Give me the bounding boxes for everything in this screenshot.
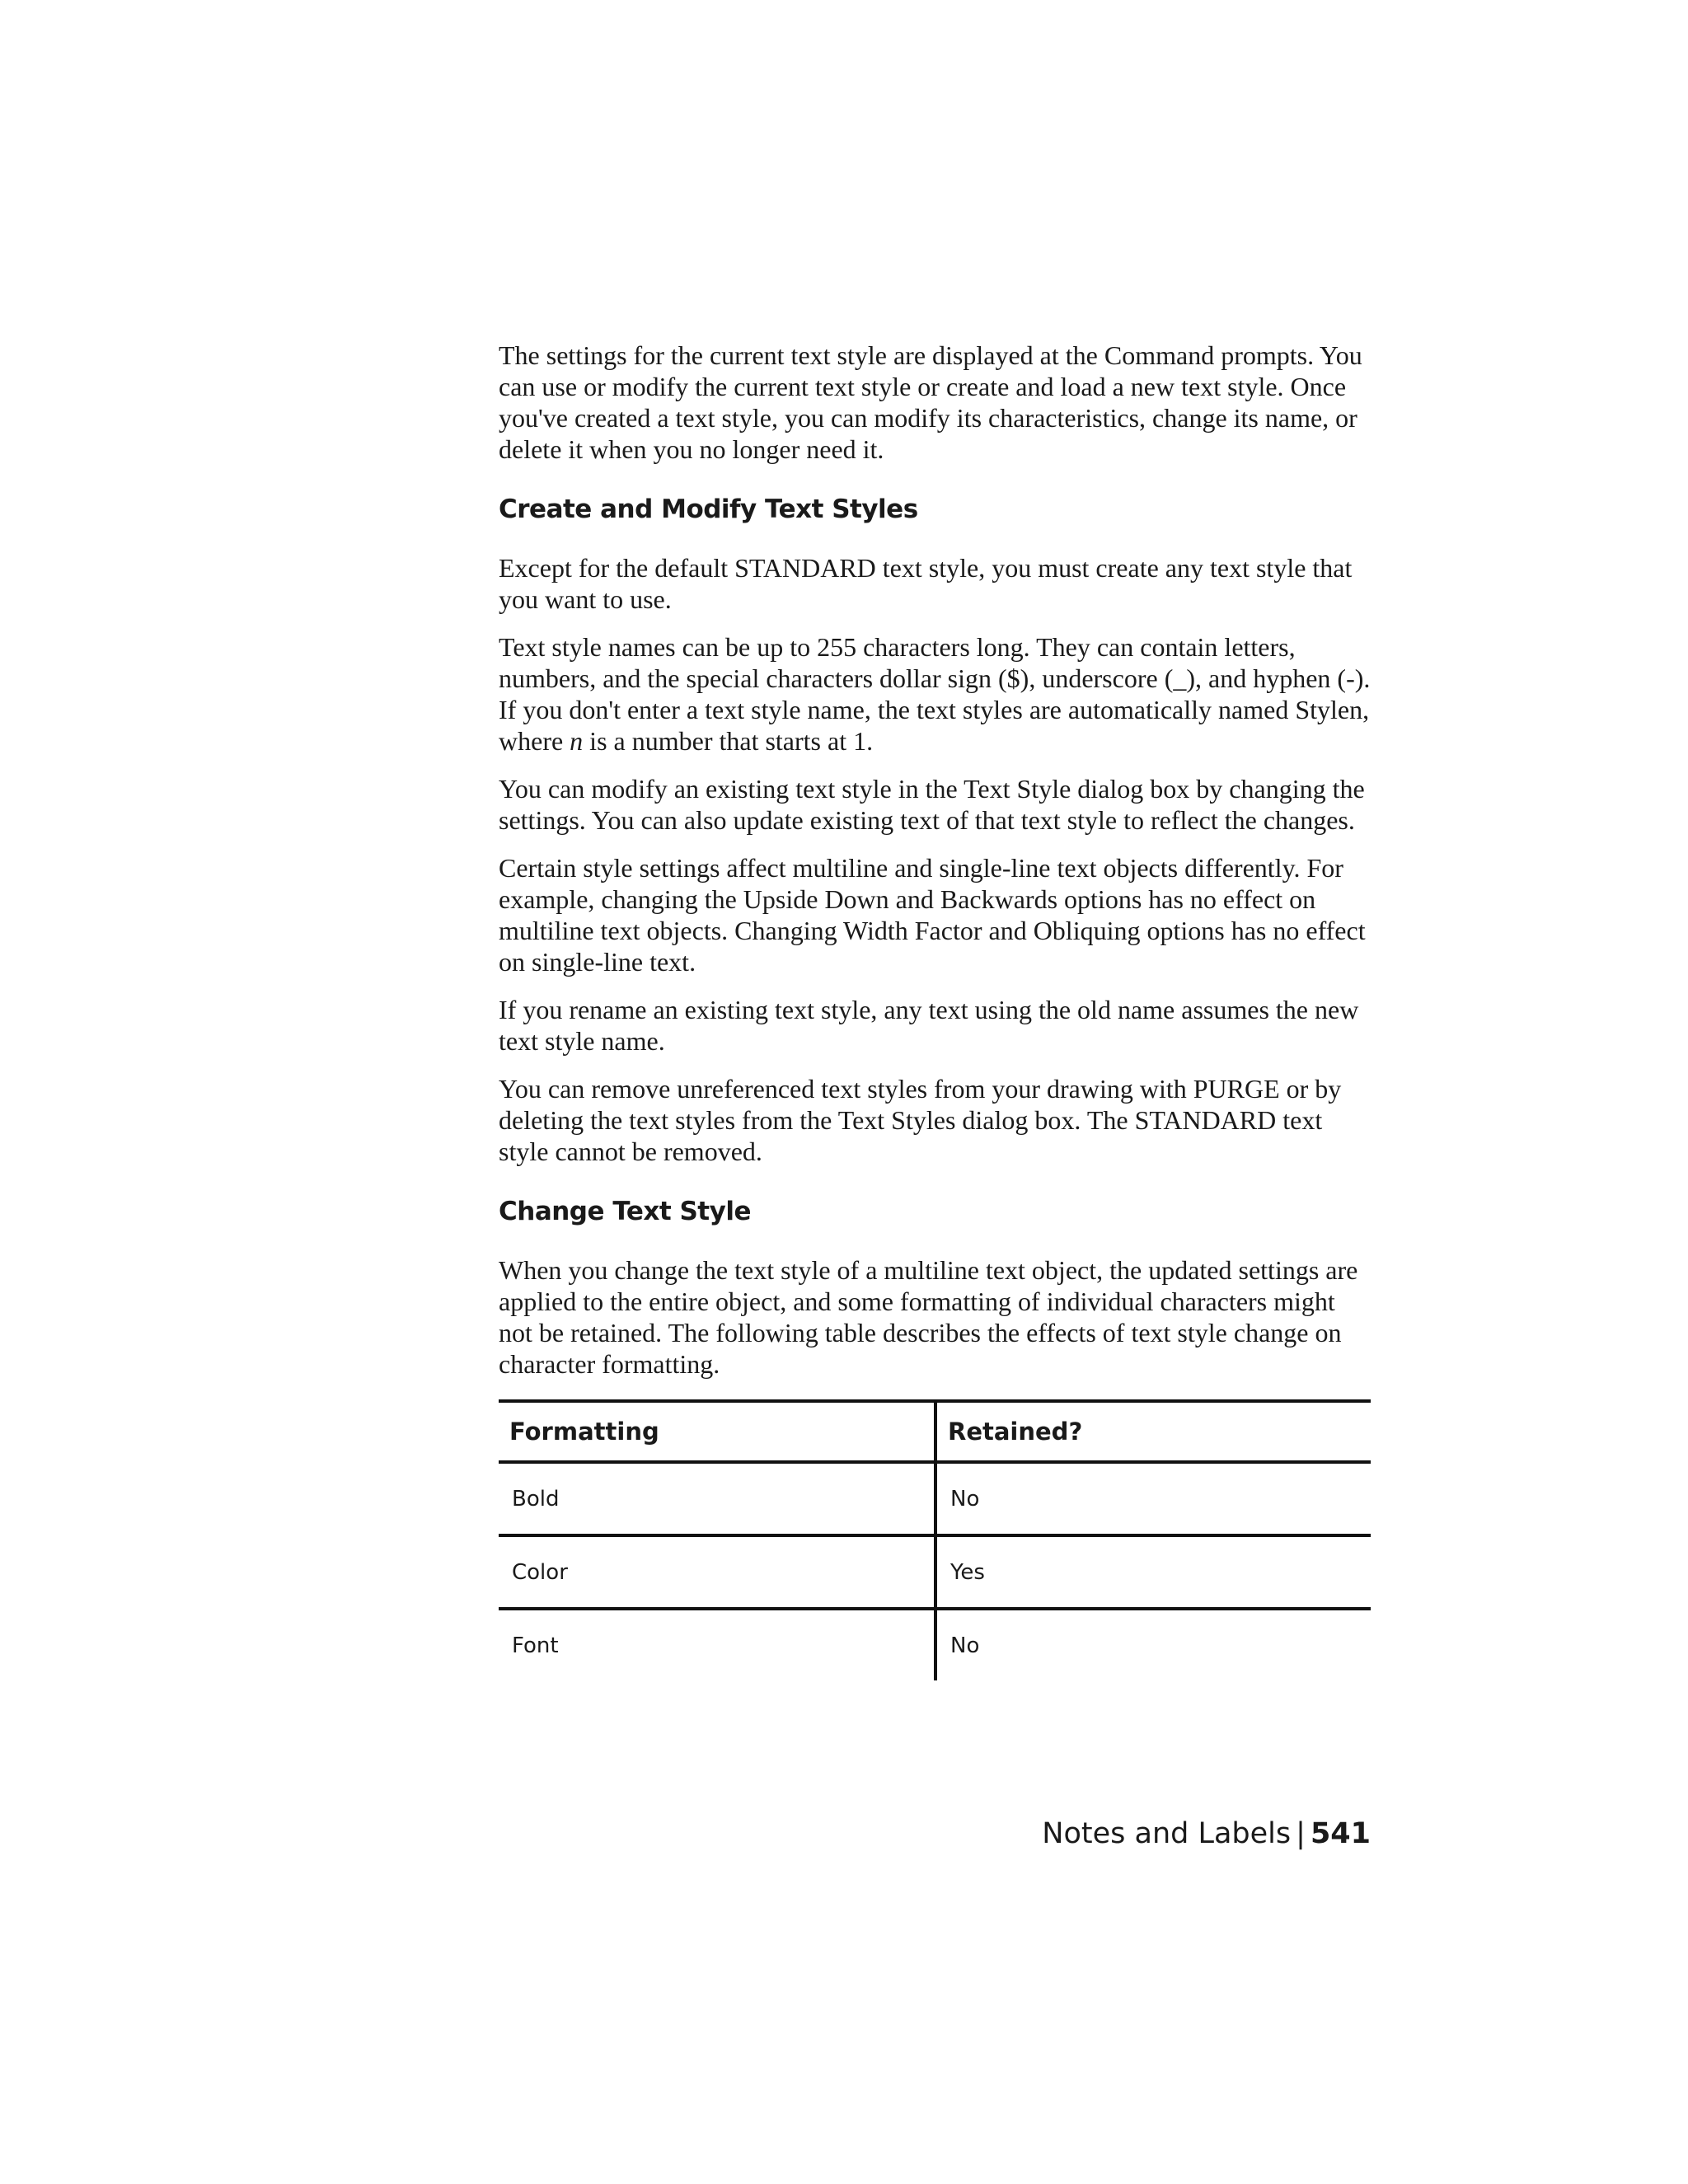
paragraph: When you change the text style of a multiline text object, the updated settings are applied to the entire object, and some formatting of individual characters might not be retained. The following table describes the effects of text style change on character formatting. bbox=[499, 1255, 1358, 1379]
paragraph: You can remove unreferenced text styles from your drawing with PURGE or by deleting the text styles from the Text Styles dialog box. The STANDARD text style cannot be removed. bbox=[499, 1074, 1342, 1166]
table-cell: Color bbox=[499, 1535, 935, 1609]
table-cell: Yes bbox=[935, 1535, 1371, 1609]
paragraph: You can modify an existing text style in the Text Style dialog box by changing the settings. You can also update existing text of that text style to reflect the changes. bbox=[499, 774, 1365, 835]
page-footer bbox=[1042, 1817, 1371, 1850]
paragraph bbox=[499, 631, 1372, 757]
page-body bbox=[499, 340, 1372, 1680]
page-number: 541 bbox=[1310, 1817, 1371, 1850]
footer-separator: | bbox=[1296, 1817, 1306, 1850]
formatting-table bbox=[499, 1399, 1371, 1680]
table-cell: No bbox=[950, 1633, 980, 1658]
table-row bbox=[499, 1609, 1371, 1680]
italic-variable: n bbox=[570, 726, 584, 756]
paragraph: Certain style settings affect multiline and single-line text objects differently. For example, changing the Upside Down and Backwards options has no effect on multiline text objects. Changing Width Factor and Obliquing options has no effect on single-line text. bbox=[499, 853, 1366, 977]
section-heading-change-text-style: Change Text Style bbox=[499, 1197, 751, 1226]
table-row bbox=[499, 1462, 1371, 1535]
table-cell: Font bbox=[499, 1609, 935, 1680]
paragraph: Except for the default STANDARD text style, you must create any text style that you want to use. bbox=[499, 553, 1353, 614]
column-header-retained: Retained? bbox=[935, 1401, 1371, 1462]
table-cell: No bbox=[935, 1462, 1371, 1535]
paragraph: If you rename an existing text style, any text using the old name assumes the new text style name. bbox=[499, 995, 1359, 1056]
paragraph-text: is a number that starts at 1. bbox=[583, 726, 874, 756]
column-header-formatting: Formatting bbox=[499, 1401, 935, 1462]
paragraph-text: Text style names can be up to 255 characters long. They can contain letters, numbers, and the special characters dollar sign ($), underscore (_), and hyphen (-). If you don't enter a text style name, the text styles are automatically named Stylen, where bbox=[499, 632, 1371, 756]
table-cell: Bold bbox=[499, 1462, 935, 1535]
section-heading-create-modify: Create and Modify Text Styles bbox=[499, 494, 918, 524]
table-row bbox=[499, 1535, 1371, 1609]
intro-paragraph: The settings for the current text style are displayed at the Command prompts. You can use or modify the current text style or create and load a new text style. Once you've created a text style, you can modify its characteristics, change its name, or delete it when you no longer need it. bbox=[499, 340, 1362, 464]
footer-section-title: Notes and Labels bbox=[1042, 1817, 1292, 1850]
table-header-row bbox=[499, 1401, 1371, 1462]
